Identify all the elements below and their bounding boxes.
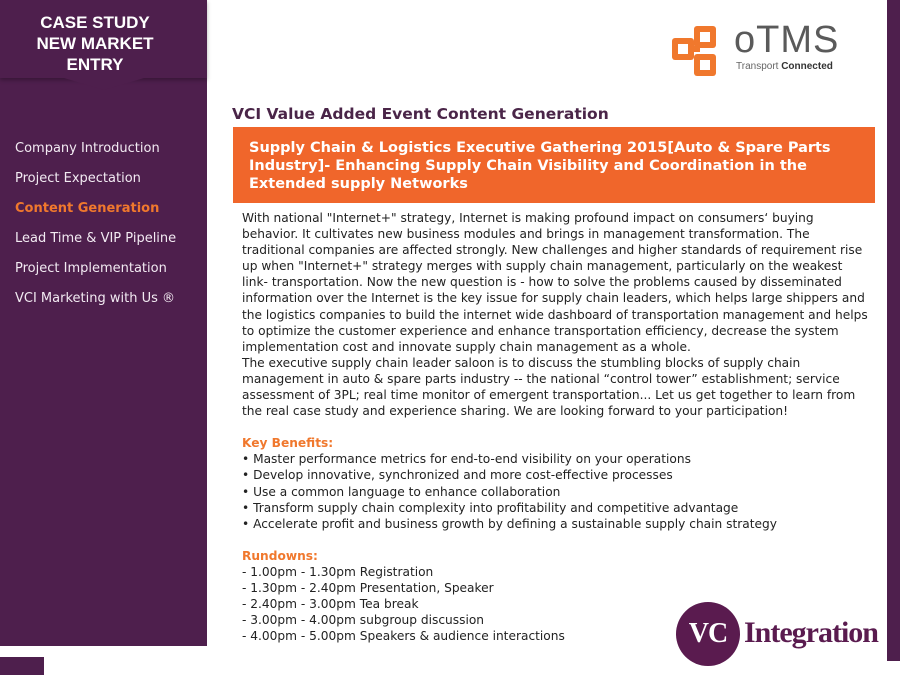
sidebar-menu (15, 140, 176, 320)
list-item: - 1.00pm - 1.30pm Registration (242, 564, 868, 580)
vc-logo-circle: VC (676, 602, 740, 666)
list-item: - 4.00pm - 5.00pm Speakers & audience interactions (242, 628, 868, 644)
banner-arrow (64, 78, 144, 90)
case-study-banner (0, 0, 207, 78)
list-item: - 3.00pm - 4.00pm subgroup discussion (242, 612, 868, 628)
right-decor-bar (887, 0, 900, 661)
vc-integration-logo (676, 602, 876, 666)
vc-logo-word: Integration (744, 616, 878, 649)
sidebar-item-vci-marketing[interactable]: VCI Marketing with Us ® (15, 291, 175, 306)
key-benefits-heading: Key Benefits: (242, 436, 334, 451)
content-body (242, 210, 868, 644)
sidebar-item-project-implementation[interactable]: Project Implementation (15, 261, 167, 276)
list-item: • Master performance metrics for end-to-end visibility on your operations (242, 451, 868, 467)
otms-logo-text: oTMS (734, 19, 840, 61)
section-title: VCI Value Added Event Content Generation (232, 105, 609, 123)
bottom-decor-block (0, 657, 44, 675)
body-paragraph-1: With national "Internet+" strategy, Internet is making profound impact on consumers‘ buying behavior. It cultivates new business modules and brings in management transformation. The traditional companies are affected strongly. New challenges and higher standards of requirement rise up when "Internet+" strategy merges with supply chain management, particularly on the weakest link- transportation. Now the new question is - how to solve the problems caused by disseminated information over the Internet is the key issue for supply chain leaders, which helps large shippers and the logistics companies to build the internet wide dashboard of transportation management and helps to optimize the customer experience and enhance transportation efficiency, decrease the system implementation cost and innovate supply chain management as a whole. (242, 211, 868, 354)
list-item: • Develop innovative, synchronized and more cost-effective processes (242, 467, 868, 483)
body-paragraph-2: The executive supply chain leader saloon is to discuss the stumbling blocks of supply chain management in auto & spare parts industry -- the national “control tower” establishment; service assessment of 3PL; real time monitor of emergent transportation... Let us get together to learn from the real case study and experience sharing. We are looking forward to your participation! (242, 355, 856, 419)
list-item: • Use a common language to enhance collaboration (242, 484, 868, 500)
sidebar-item-lead-time[interactable]: Lead Time & VIP Pipeline (15, 231, 177, 246)
rundowns-heading: Rundowns: (242, 548, 318, 563)
sidebar-item-company-introduction[interactable]: Company Introduction (15, 141, 160, 156)
banner-title: CASE STUDY NEW MARKET ENTRY (36, 13, 154, 74)
otms-tagline: Transport Connected (736, 61, 833, 72)
sidebar-item-project-expectation[interactable]: Project Expectation (15, 171, 141, 186)
list-item: - 2.40pm - 3.00pm Tea break (242, 596, 868, 612)
otms-logo-icon (668, 24, 724, 80)
sidebar-item-content-generation[interactable]: Content Generation (15, 201, 160, 216)
event-headline: Supply Chain & Logistics Executive Gathering 2015[Auto & Spare Parts Industry]- Enhancing Supply Chain Visibility and Coordination in the Extended supply Networks (233, 127, 875, 203)
otms-logo (668, 19, 848, 80)
list-item: • Transform supply chain complexity into profitability and competitive advantage (242, 500, 868, 516)
list-item: - 1.30pm - 2.40pm Presentation, Speaker (242, 580, 868, 596)
key-benefits-list (242, 451, 868, 531)
sidebar (0, 0, 207, 646)
list-item: • Accelerate profit and business growth by defining a sustainable supply chain strategy (242, 516, 868, 532)
